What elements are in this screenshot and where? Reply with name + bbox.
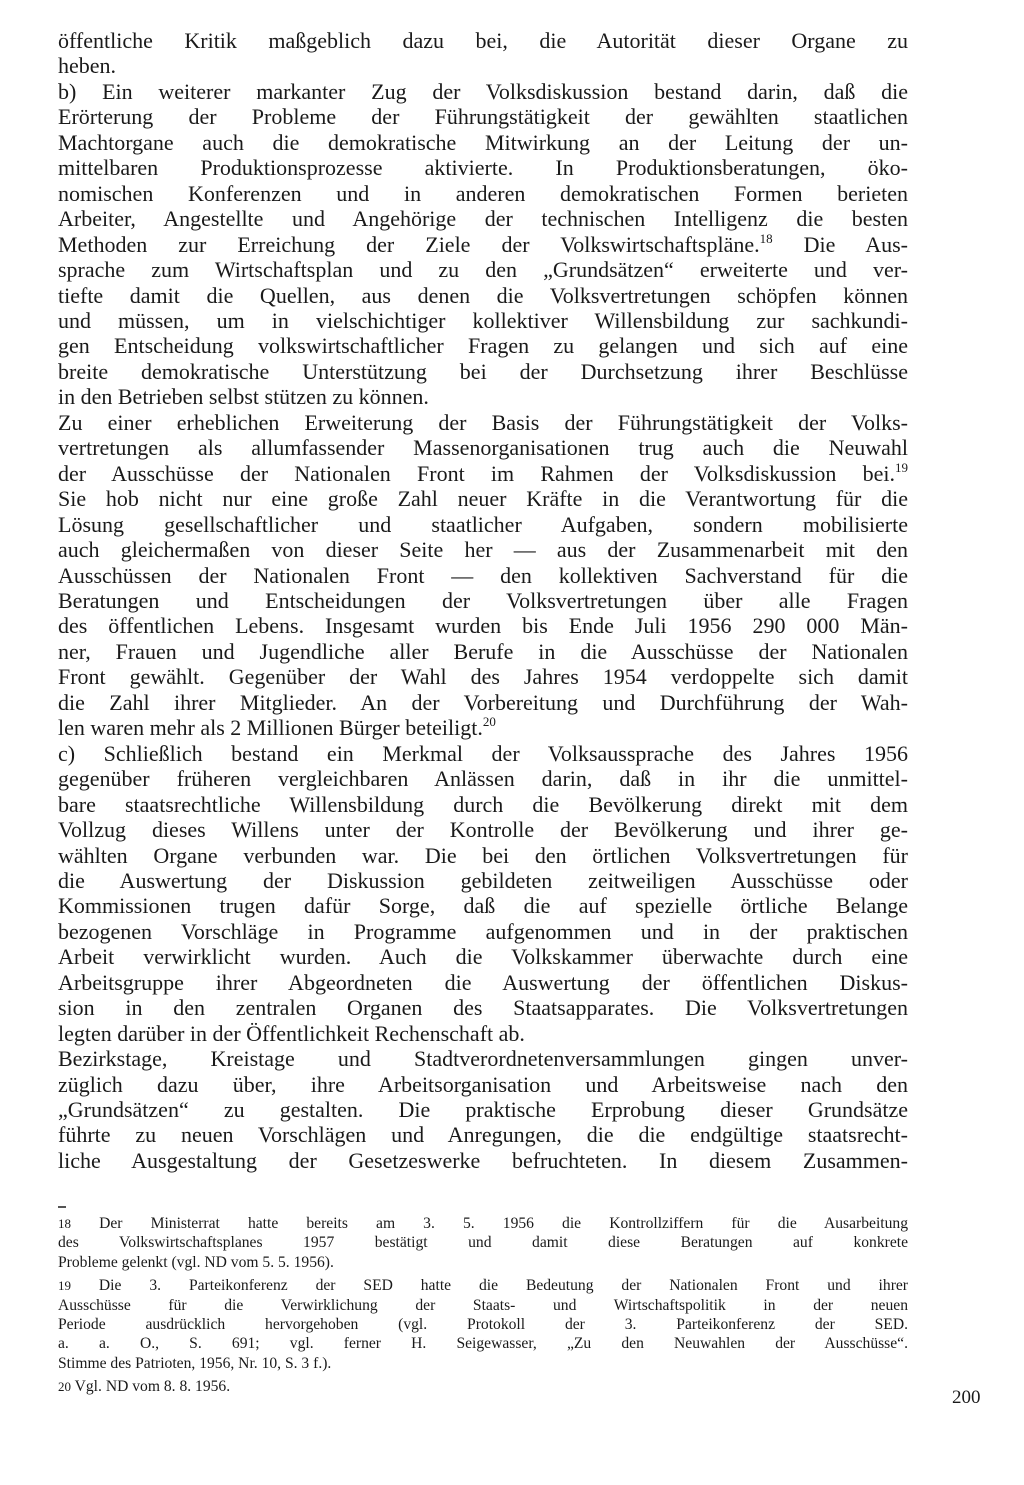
footnote-line: a. a. O., S. 691; vgl. ferner H. Seigewasser, „Zu den Neuwahlen der Ausschüsse“. [58,1335,908,1353]
text-line [58,461,908,486]
footnote-divider [58,1206,66,1208]
text-line: Arbeiter, Angestellte und Angehörige der technischen Intelligenz die besten [58,206,908,232]
text-line: sprache zum Wirtschaftsplan und zu den „Grundsätzen“ erweiterte und ver- [58,257,908,283]
text-line: gegenüber früheren vergleichbaren Anlässen darin, daß in ihr die unmittel- [58,766,908,792]
text-line: in den Betrieben selbst stützen zu können. [58,384,429,410]
text-line: legten darüber in der Öffentlichkeit Rechenschaft ab. [58,1020,525,1046]
text-line: züglich dazu über, ihre Arbeitsorganisation und Arbeitsweise nach den [58,1071,908,1097]
text-line: Bezirkstage, Kreistage und Stadtverordnetenversammlungen gingen unver- [58,1046,908,1072]
footnote-line: Ausschüsse für die Verwirklichung der Staats- und Wirtschaftspolitik in der neuen [58,1296,908,1314]
text-line: öffentliche Kritik maßgeblich dazu bei, die Autorität dieser Organe zu [58,28,908,53]
footnote-ref: 19 [895,459,908,475]
text-line: führte zu neuen Vorschlägen und Anregungen, die die endgültige staatsrecht- [58,1122,908,1148]
text-line: auch gleichermaßen von dieser Seite her — aus der Zusammenarbeit mit den [58,537,908,563]
text-line: Lösung gesellschaftlicher und staatlicher Aufgaben, sondern mobilisierte [58,511,908,537]
footnote-line: Periode ausdrücklich hervorgehoben (vgl. Protokoll der 3. Parteikonferenz der SED. [58,1316,908,1334]
text-line: gen Entscheidung volkswirtschaftlicher Fragen zu gelangen und sich auf eine [58,333,908,359]
footnote-number: 19 [58,1278,71,1294]
footnotes [58,1214,908,1401]
footnote-line: des Volkswirtschaftsplanes 1957 bestätigt und damit diese Beratungen auf konkrete [58,1234,908,1252]
text-line: „Grundsätzen“ zu gestalten. Die praktische Erprobung dieser Grundsätze [58,1097,908,1123]
text-line: Arbeitsgruppe ihrer Abgeordneten die Auswertung der öffentlichen Diskus- [58,969,908,995]
text-line: des öffentlichen Lebens. Insgesamt wurden bis Ende Juli 1956 290 000 Män- [58,613,908,639]
text-segment: len waren mehr als 2 Millionen Bürger beteiligt. [58,715,483,741]
text-line: mittelbaren Produktionsprozesse aktivierte. In Produktionsberatungen, öko- [58,155,908,181]
text-segment: Die Aus- [772,231,909,257]
text-line: Ausschüssen der Nationalen Front — den kollektiven Sachverstand für die [58,562,908,588]
text-line: Machtorgane auch die demokratische Mitwirkung an der Leitung der un- [58,129,908,155]
footnote-text: Der Ministerrat hatte bereits am 3. 5. 1956 die Kontrollziffern für die Ausarbeitung [99,1215,908,1232]
footnote-text: Vgl. ND vom 8. 8. 1956. [74,1378,231,1396]
main-text [58,28,908,1173]
text-line: bezogenen Vorschläge in Programme aufgenommen und in der praktischen [58,918,908,944]
text-line: ner, Frauen und Jugendliche aller Berufe in die Ausschüsse der Nationalen [58,638,908,664]
text-segment: Methoden zur Erreichung der Ziele der Volkswirtschaftspläne. [58,231,760,257]
footnote-line [58,1276,908,1295]
text-line: und müssen, um in vielschichtiger kollektiver Willensbildung zur sachkundi- [58,307,908,333]
text-line: heben. [58,53,117,79]
footnote-line: Stimme des Patrioten, 1956, Nr. 10, S. 3 f.). [58,1354,332,1372]
text-line: Zu einer erheblichen Erweiterung der Basis der Führungstätigkeit der Volks- [58,409,908,435]
text-line: liche Ausgestaltung der Gesetzeswerke befruchteten. In diesem Zusammen- [58,1147,908,1173]
text-line: Kommissionen trugen dafür Sorge, daß die auf spezielle örtliche Belange [58,893,908,919]
footnote-20 [58,1377,908,1396]
footnote-line: Probleme gelenkt (vgl. ND vom 5. 5. 1956). [58,1253,334,1271]
footnote-line [58,1377,908,1396]
page-number: 200 [952,1387,981,1408]
text-line: breite demokratische Unterstützung bei der Durchsetzung ihrer Beschlüsse [58,358,908,384]
text-line: bare staatsrechtliche Willensbildung durch die Bevölkerung direkt mit dem [58,791,908,817]
footnote-ref: 20 [482,714,496,730]
footnote-number: 18 [58,1216,71,1231]
text-line: Beratungen und Entscheidungen der Volksvertretungen über alle Fragen [58,587,908,613]
text-line: die Auswertung der Diskussion gebildeten zeitweiligen Ausschüsse oder [58,867,908,893]
text-line: Erörterung der Probleme der Führungstätigkeit der gewählten staatlichen [58,104,908,130]
text-line [58,715,908,740]
footnote-line [58,1214,908,1233]
text-line: Arbeit verwirklicht wurden. Auch die Volkskammer überwachte durch eine [58,944,908,970]
text-line: c) Schließlich bestand ein Merkmal der Volksaussprache des Jahres 1956 [58,740,908,766]
text-line: Front gewählt. Gegenüber der Wahl des Jahres 1954 verdoppelte sich damit [58,664,908,690]
footnote-number: 20 [58,1379,71,1395]
text-line: sion in den zentralen Organen des Staatsapparates. Die Volksvertretungen [58,995,908,1021]
footnote-19 [58,1276,908,1373]
text-line [58,232,908,257]
text-line: Sie hob nicht nur eine große Zahl neuer Kräfte in die Verantwortung für die [58,486,908,512]
text-segment: der Ausschüsse der Nationalen Front im Rahmen der Volksdiskussion bei. [58,460,895,486]
text-line: die Zahl ihrer Mitglieder. An der Vorbereitung und Durchführung der Wah- [58,689,908,715]
footnote-text: Die 3. Parteikonferenz der SED hatte die Bedeutung der Nationalen Front und ihrer [98,1277,908,1295]
text-line: b) Ein weiterer markanter Zug der Volksdiskussion bestand darin, daß die [58,78,908,104]
text-line: nomischen Konferenzen und in anderen demokratischen Formen berieten [58,180,908,206]
text-line: vertretungen als allumfassender Massenorganisationen trug auch die Neuwahl [58,435,908,461]
footnote-18 [58,1214,908,1272]
text-line: tiefte damit die Quellen, aus denen die Volksvertretungen schöpfen können [58,282,908,308]
footnote-ref: 18 [759,230,773,246]
text-line: Vollzug dieses Willens unter der Kontrolle der Bevölkerung und ihrer ge- [58,817,908,843]
text-line: wählten Organe verbunden war. Die bei den örtlichen Volksvertretungen für [58,842,908,868]
